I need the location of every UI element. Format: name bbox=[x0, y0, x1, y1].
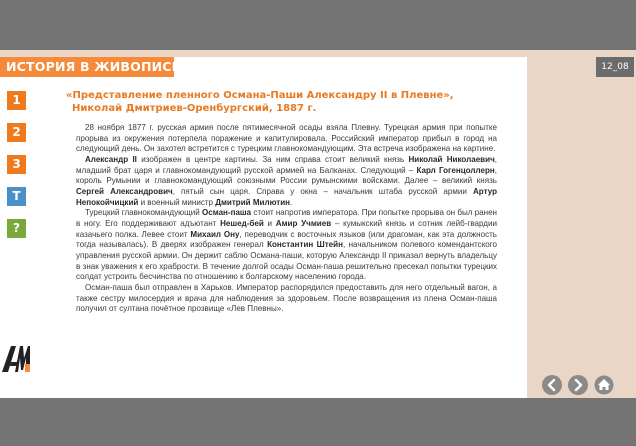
paragraph-1: 28 ноября 1877 г. русская армия после пятимесячной осады взяла Плевну. Турецкая армия при попытке прорыва из окружения потерпела поражение и капитулировала. Российский император прибыл в город на следующий день. Он захотел встретится с турецким главнокомандующим. Эта встреча изображена на картине. bbox=[76, 123, 497, 154]
artwork-title-line-1: «Представление пленного Османа-Паши Александру II в Плевне», bbox=[66, 90, 454, 101]
paragraph-2: Александр II изображен в центре картины. За ним справа стоит великий князь Николай Николаевич, младший брат царя и главнокомандующий русской армией на Балканах. Следующий – Карл Гогенцоллерн, король Румынии и главнокомандующий союзными России румынскими войсками. Далее – великий князь Сергей Александрович, пятый сын царя. Справа у окна – начальник штаба русской армии Артур Непокойчицкий и военный министр Дмитрий Милютин. bbox=[76, 154, 498, 207]
logo-icon bbox=[2, 344, 30, 374]
next-arrow-icon[interactable] bbox=[568, 375, 588, 395]
section-title: ИСТОРИЯ В ЖИВОПИСИ bbox=[0, 57, 174, 77]
paragraph-4: Осман-паша был отправлен в Харьков. Император распорядился предоставить для него отдельный вагон, а также сестру милосердия и врача для наблюдения за здоровьем. После возвращения из плена Осман-паша получил от султана почётное прозвище «Лев Плевны». bbox=[76, 282, 497, 314]
artwork-title bbox=[66, 89, 454, 115]
sidebar-button-3[interactable]: 3 bbox=[7, 155, 26, 174]
home-icon[interactable] bbox=[594, 375, 614, 395]
sidebar-button-text[interactable]: T bbox=[7, 187, 26, 206]
sidebar-button-1[interactable]: 1 bbox=[7, 91, 26, 110]
slide-code-badge: 12_08 bbox=[596, 57, 634, 77]
artwork-title-line-2: Николай Дмитриев-Оренбургский, 1887 г. bbox=[72, 103, 317, 114]
paragraph-3: Турецкий главнокомандующий Осман-паша стоит напротив императора. При попытке прорыва он был ранен в ногу. Его поддерживают адъютант Нешед-бей и Амир Учмиев – кумыкский князь и сотник лейб-гвардии казачьего полка. Левее стоит Михаил Ону, переводчик с восточных языков (или драгоман, как эта должность тогда называлась). В дверях изображен генерал Константин Штейн, начальником полевого комендантского управления русской армии. Он держит саблю Османа-паши, которую Александр II приказал вернуть владельцу в знак уважения к его храбрости. В течение долгой осады Осман-паша решительно пресекал попытки турецких солдат устроить бесчинства по отношению к болгарскому населению города. bbox=[76, 208, 498, 282]
sidebar-button-quiz[interactable]: ? bbox=[7, 219, 26, 238]
sidebar-button-2[interactable]: 2 bbox=[7, 123, 26, 142]
prev-arrow-icon[interactable] bbox=[542, 375, 562, 395]
article-body bbox=[76, 123, 497, 315]
